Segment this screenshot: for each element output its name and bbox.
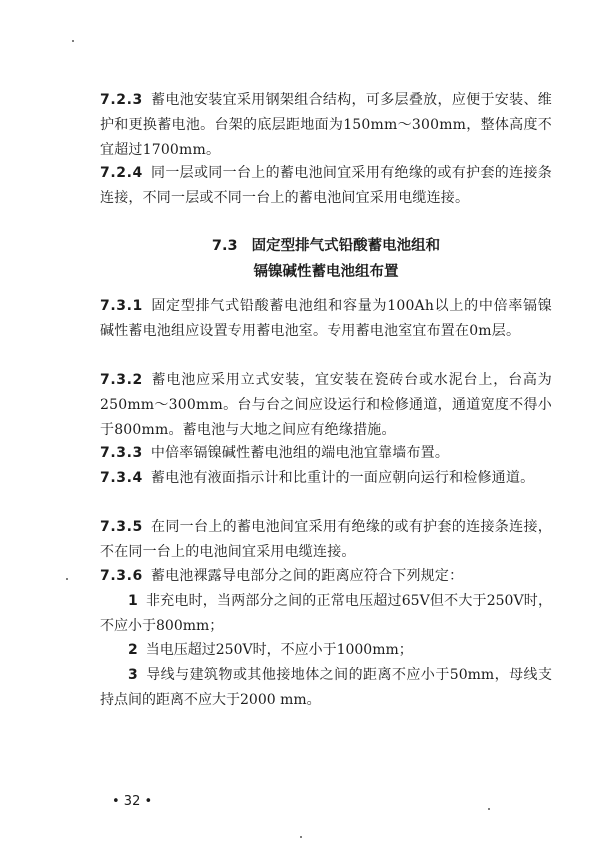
clause-text: 蓄电池应采用立式安装，宜安装在瓷砖台或水泥台上，台高为250mm～300mm。台与台之间应设运行和检修通道，通道宽度不得小于800mm。蓄电池与大地之间应有绝缘措施。 [100,372,552,438]
clause-7-3-3 [100,441,552,466]
clause-7-2-3 [100,88,552,163]
section-title-line2: 镉镍碱性蓄电池组布置 [253,264,399,280]
clause-text: 蓄电池有液面指示计和比重计的一面应朝向运行和检修通道。 [150,470,535,486]
clause-text: 蓄电池安装宜采用钢架组合结构，可多层叠放，应便于安装、维护和更换蓄电池。台架的底层距地面为150mm～300mm，整体高度不宜超过1700mm。 [100,92,552,158]
clause-text: 同一层或同一台上的蓄电池间宜采用有绝缘的或有护套的连接条连接，不同一层或不同一台上的蓄电池间宜采用电缆连接。 [100,165,552,206]
item-text: 当电压超过250V时，不应小于1000mm； [145,642,413,658]
clause-7-3-1 [100,294,552,344]
clause-number: 7.3.5 [100,519,143,535]
item-text: 导线与建筑物或其他接地体之间的距离不应小于50mm，母线支持点间的距离不应大于2000 mm。 [100,667,552,708]
item-number: 3 [128,667,138,683]
clause-number: 7.3.6 [100,568,143,584]
scan-speck [66,578,68,580]
scan-speck [488,808,490,810]
clause-number: 7.2.3 [100,92,143,108]
item-number: 1 [128,593,138,609]
section-heading-line2 [100,259,552,285]
clause-number: 7.2.4 [100,165,143,181]
clause-text: 中倍率镉镍碱性蓄电池组的端电池宜靠墙布置。 [150,445,450,461]
page-number: • 32 • [112,794,153,809]
clause-7-3-6 [100,564,552,589]
item-text: 非充电时，当两部分之间的正常电压超过65V但不大于250V时，不应小于800mm； [100,593,552,634]
scan-speck [72,40,74,42]
clause-number: 7.3.3 [100,445,143,461]
section-title-line1: 固定型排气式铅酸蓄电池组和 [251,238,441,254]
list-item-2 [100,638,552,663]
clause-7-3-4 [100,466,552,491]
clause-number: 7.3.1 [100,298,143,314]
clause-number: 7.3.4 [100,470,143,486]
clause-text: 在同一台上的蓄电池间宜采用有绝缘的或有护套的连接条连接，不在同一台上的电池间宜采用电缆连接。 [100,519,552,560]
item-number: 2 [128,642,138,658]
scan-speck [300,836,302,838]
clause-7-3-5 [100,515,552,565]
clause-text: 固定型排气式铅酸蓄电池组和容量为100Ah以上的中倍率镉镍碱性蓄电池组应设置专用蓄电池室。专用蓄电池室宜布置在0m层。 [100,298,552,339]
clause-7-3-2 [100,368,552,443]
clause-7-2-4 [100,161,552,211]
list-item-1 [100,589,552,639]
section-number: 7.3 [211,238,238,254]
section-heading [100,233,552,259]
list-item-3 [100,663,552,713]
clause-number: 7.3.2 [100,372,143,388]
clause-text: 蓄电池裸露导电部分之间的距离应符合下列规定： [150,568,464,584]
